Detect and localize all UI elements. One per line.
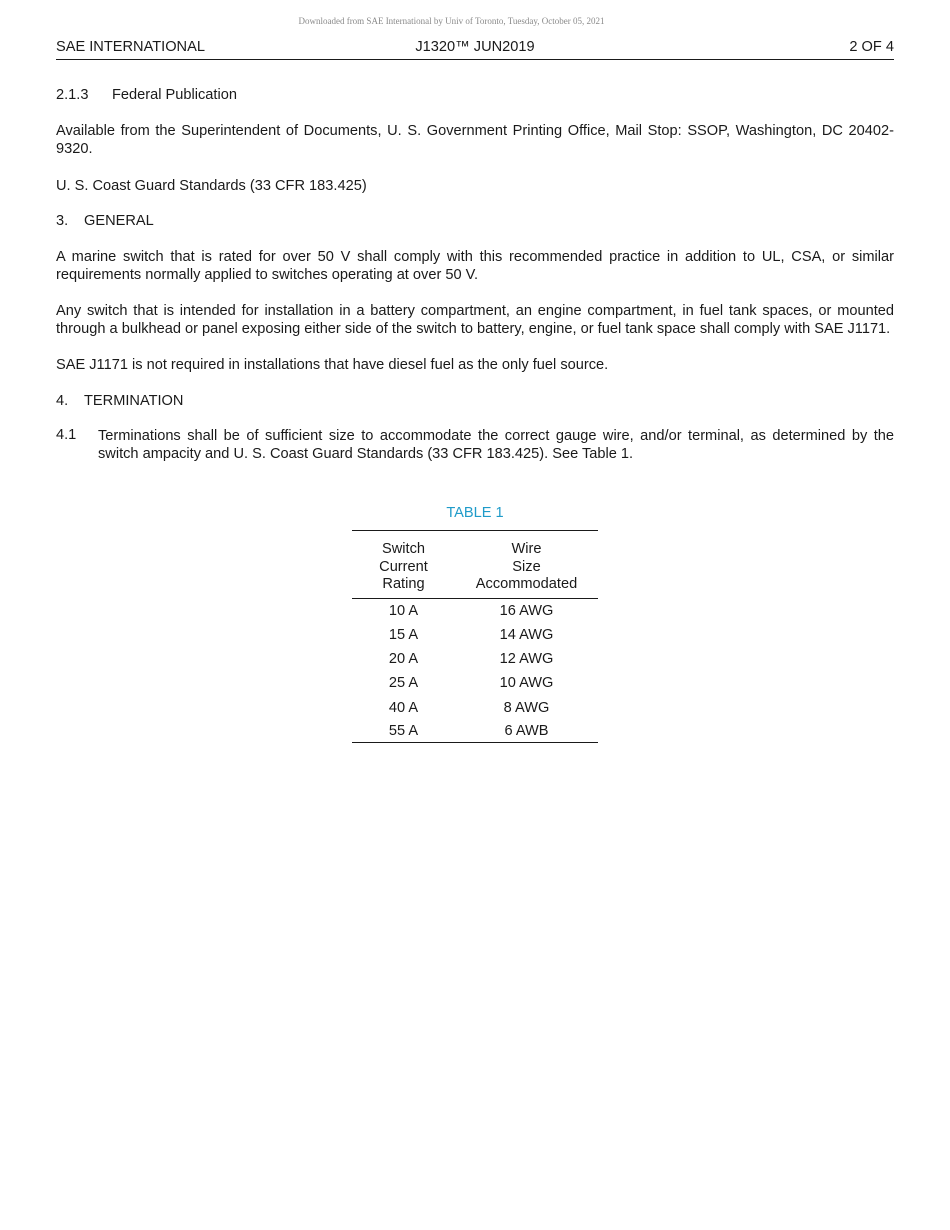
table-title: TABLE 1 [352,503,598,531]
section-number: 3. [56,213,69,229]
item-number: 4.1 [56,427,77,443]
section-number: 2.1.3 [56,87,89,103]
section-3-heading [56,213,894,229]
wire-size-cell: 16 AWG [499,602,554,619]
table-row [352,623,598,647]
download-watermark: Downloaded from SAE International by Univ of Toronto, Tuesday, October 05, 2021 [298,16,605,26]
section-title: GENERAL [84,213,154,229]
paragraph-coast-guard-standards: U. S. Coast Guard Standards (33 CFR 183.425) [56,178,367,194]
table-1 [352,503,598,743]
header-publisher: SAE INTERNATIONAL [56,39,205,55]
switch-rating-table [352,531,598,743]
section-4-heading [56,393,894,409]
item-4-1 [56,427,894,463]
table-row [352,696,598,720]
wire-size-cell: 12 AWG [499,651,554,668]
current-rating-cell: 10 A [388,602,419,619]
table-row [352,647,598,671]
current-rating-cell: 40 A [388,699,419,716]
paragraph-federal-publication: Available from the Superintendent of Documents, U. S. Government Printing Office, Mail Stop: SSOP, Washington, DC 20402-9320. [56,123,894,157]
current-rating-cell: 55 A [352,720,455,743]
section-2-1-3-heading [56,87,894,103]
header-document-id: J1320™ JUN2019 [415,39,535,55]
section-number: 4. [56,393,69,409]
header-page-number: 2 OF 4 [849,39,894,55]
table-row [352,671,598,695]
table-header-row [352,531,598,598]
paragraph-battery-compartment: Any switch that is intended for installation in a battery compartment, an engine compartment, in fuel tank spaces, or mounted through a bulkhead or panel exposing either side of the switch to battery, engine, or fuel tank space shall comply with SAE J1171. [56,303,894,337]
wire-size-cell: 14 AWG [499,626,554,643]
current-rating-cell: 15 A [388,626,419,643]
section-title: TERMINATION [84,393,184,409]
current-rating-cell: 25 A [388,675,419,692]
current-rating-cell: 20 A [388,651,419,668]
item-text: Terminations shall be of sufficient size to accommodate the correct gauge wire, and/or terminal, as determined by the switch ampacity and U. S. Coast Guard Standards (33 CFR 183.425). See Table 1. [98,428,894,462]
document-body [56,87,894,463]
header-wire-size: Wire Size Accommodated [475,541,578,592]
section-title: Federal Publication [112,87,237,103]
paragraph-marine-switch: A marine switch that is rated for over 50 V shall comply with this recommended practice in addition to UL, CSA, or similar requirements normally applied to switches operating at over 50 V. [56,249,894,283]
table-row [352,720,598,743]
paragraph-diesel-fuel: SAE J1171 is not required in installations that have diesel fuel as the only fuel source. [56,357,609,373]
table-row [352,598,598,623]
wire-size-cell: 8 AWG [503,699,550,716]
header-switch-current-rating: Switch Current Rating [379,541,428,592]
page-header [56,39,894,60]
wire-size-cell: 10 AWG [499,675,554,692]
wire-size-cell: 6 AWB [455,720,598,743]
